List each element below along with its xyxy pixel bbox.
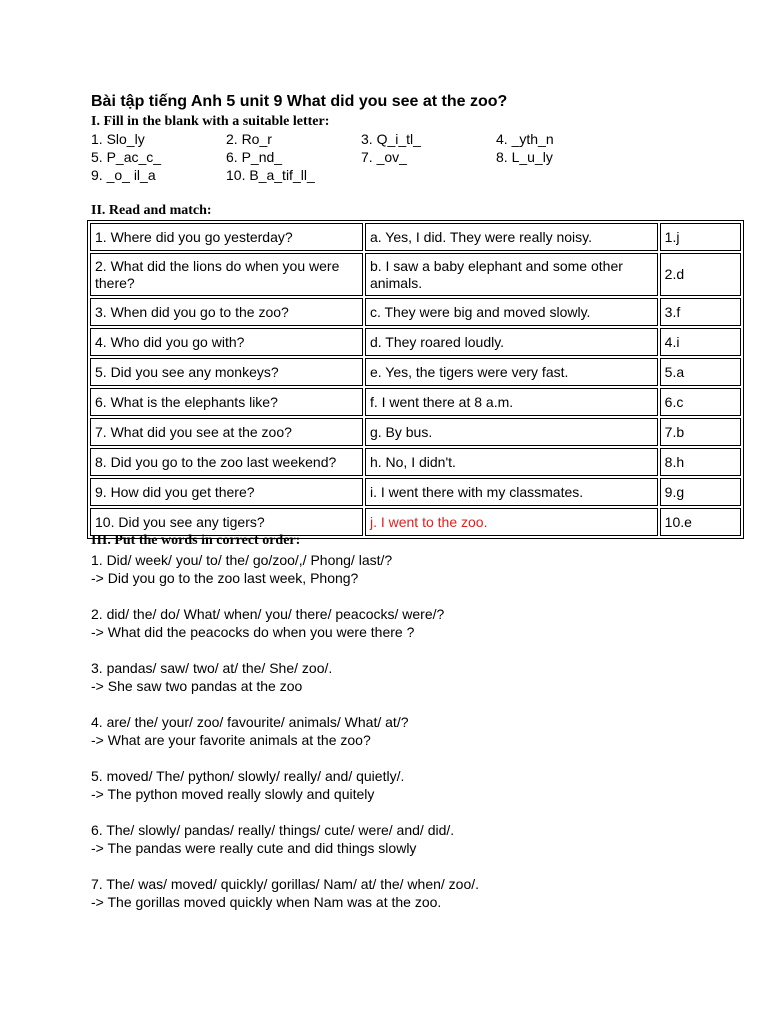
key-cell: 2.d	[660, 253, 741, 296]
question-cell: 7. What did you see at the zoo?	[90, 418, 363, 446]
question-cell: 5. Did you see any monkeys?	[90, 358, 363, 386]
list-item	[91, 713, 731, 749]
fill-row	[91, 167, 691, 185]
key-cell: 5.a	[660, 358, 741, 386]
key-cell: 7.b	[660, 418, 741, 446]
answer-cell: b. I saw a baby elephant and some other animals.	[365, 253, 658, 296]
fill-in-grid	[91, 131, 691, 185]
key-cell: 9.g	[660, 478, 741, 506]
answer-cell: d. They roared loudly.	[365, 328, 658, 356]
answer-line: -> The python moved really slowly and quitely	[91, 786, 375, 802]
fill-item: 7. _ov_	[361, 149, 407, 165]
fill-item: 2. Ro_r	[226, 131, 272, 147]
answer-line: -> What are your favorite animals at the zoo?	[91, 732, 371, 748]
scrambled-words: 5. moved/ The/ python/ slowly/ really/ and/ quietly/.	[91, 768, 405, 784]
question-cell: 6. What is the elephants like?	[90, 388, 363, 416]
answer-line: -> Did you go to the zoo last week, Phong?	[91, 570, 359, 586]
word-order-list	[91, 551, 731, 929]
list-item	[91, 551, 731, 587]
scrambled-words: 3. pandas/ saw/ two/ at/ the/ She/ zoo/.	[91, 660, 333, 676]
fill-item: 5. P_ac_c_	[91, 149, 162, 165]
scrambled-words: 4. are/ the/ your/ zoo/ favourite/ animals/ What/ at/?	[91, 714, 409, 730]
key-cell: 10.e	[660, 508, 741, 536]
table-row	[90, 448, 741, 476]
answer-cell: g. By bus.	[365, 418, 658, 446]
fill-item: 4. _yth_n	[496, 131, 554, 147]
scrambled-words: 6. The/ slowly/ pandas/ really/ things/ cute/ were/ and/ did/.	[91, 822, 455, 838]
question-cell: 8. Did you go to the zoo last weekend?	[90, 448, 363, 476]
table-row	[90, 223, 741, 251]
list-item	[91, 821, 731, 857]
scrambled-words: 1. Did/ week/ you/ to/ the/ go/zoo/,/ Phong/ last/?	[91, 552, 393, 568]
section1-heading: I. Fill in the blank with a suitable letter:	[91, 114, 330, 129]
key-cell: 6.c	[660, 388, 741, 416]
section2-heading: II. Read and match:	[91, 203, 212, 218]
scrambled-words: 7. The/ was/ moved/ quickly/ gorillas/ Nam/ at/ the/ when/ zoo/.	[91, 876, 480, 892]
scrambled-words: 2. did/ the/ do/ What/ when/ you/ there/ peacocks/ were/?	[91, 606, 445, 622]
answer-cell: a. Yes, I did. They were really noisy.	[365, 223, 658, 251]
answer-cell: c. They were big and moved slowly.	[365, 298, 658, 326]
table-row	[90, 508, 741, 536]
list-item	[91, 605, 731, 641]
key-cell: 8.h	[660, 448, 741, 476]
answer-line: -> The gorillas moved quickly when Nam was at the zoo.	[91, 894, 442, 910]
table-row	[90, 418, 741, 446]
question-cell: 2. What did the lions do when you were there?	[90, 253, 363, 296]
table-row	[90, 388, 741, 416]
fill-item: 1. Slo_ly	[91, 131, 145, 147]
answer-line: -> What did the peacocks do when you were there ?	[91, 624, 415, 640]
list-item	[91, 659, 731, 695]
answer-cell: f. I went there at 8 a.m.	[365, 388, 658, 416]
question-cell: 1. Where did you go yesterday?	[90, 223, 363, 251]
list-item	[91, 767, 731, 803]
key-cell: 3.f	[660, 298, 741, 326]
fill-row	[91, 149, 691, 167]
answer-line: -> The pandas were really cute and did things slowly	[91, 840, 417, 856]
answer-cell-highlighted: j. I went to the zoo.	[365, 508, 658, 536]
table-row	[90, 253, 741, 296]
fill-item: 6. P_nd_	[226, 149, 283, 165]
section3-heading: III. Put the words in correct order:	[91, 533, 301, 548]
match-table	[87, 220, 744, 539]
page-title: Bài tập tiếng Anh 5 unit 9 What did you see at the zoo?	[91, 93, 508, 110]
table-row	[90, 358, 741, 386]
table-row	[90, 328, 741, 356]
table-row	[90, 298, 741, 326]
fill-item: 8. L_u_ly	[496, 149, 553, 165]
key-cell: 1.j	[660, 223, 741, 251]
key-cell: 4.i	[660, 328, 741, 356]
fill-row	[91, 131, 691, 149]
question-cell: 4. Who did you go with?	[90, 328, 363, 356]
answer-cell: h. No, I didn't.	[365, 448, 658, 476]
list-item	[91, 875, 731, 911]
answer-cell: i. I went there with my classmates.	[365, 478, 658, 506]
question-cell: 3. When did you go to the zoo?	[90, 298, 363, 326]
fill-item: 3. Q_i_tl_	[361, 131, 421, 147]
question-cell: 10. Did you see any tigers?	[90, 508, 363, 536]
question-cell: 9. How did you get there?	[90, 478, 363, 506]
fill-item: 9. _o_ il_a	[91, 167, 156, 183]
answer-line: -> She saw two pandas at the zoo	[91, 678, 303, 694]
fill-item: 10. B_a_tif_ll_	[226, 167, 315, 183]
table-row	[90, 478, 741, 506]
answer-cell: e. Yes, the tigers were very fast.	[365, 358, 658, 386]
